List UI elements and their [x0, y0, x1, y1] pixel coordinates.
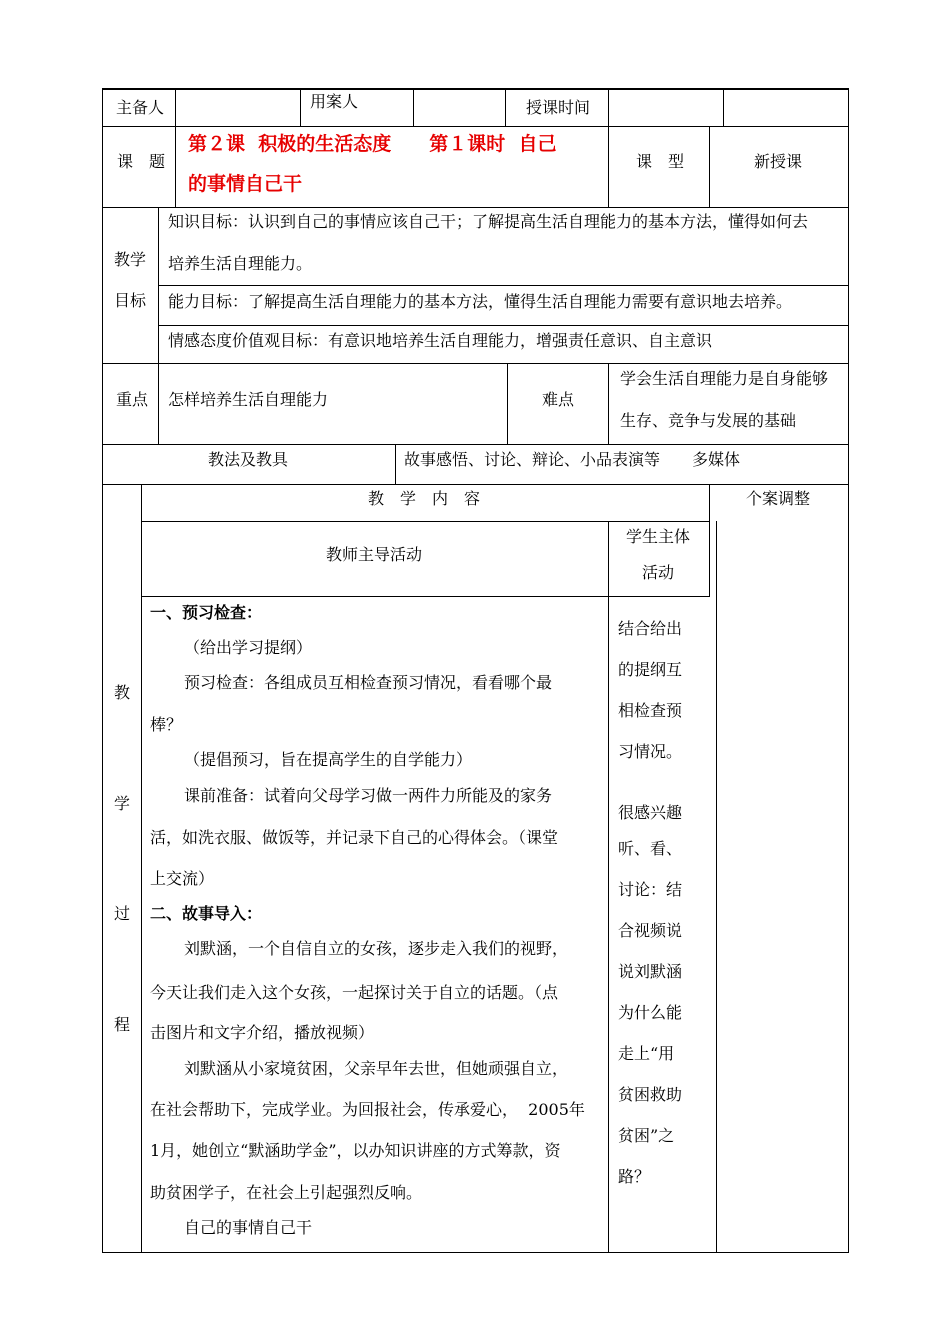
preparer-label: 主备人 — [116, 98, 165, 117]
col-divider — [300, 88, 301, 126]
user-label: 用案人 — [310, 92, 359, 111]
content-line: 助贫困学子，在社会上引起强烈反响。 — [150, 1183, 423, 1202]
content-line: 上交流） — [150, 869, 215, 888]
topic-title-line1: 第２课 积极的生活态度 第１课时 自己 — [188, 133, 557, 155]
row-divider — [158, 285, 849, 286]
section-heading: 二、故事导入： — [150, 904, 263, 923]
row-divider — [102, 126, 849, 127]
difficulty-value-line1: 学会生活自理能力是自身能够 — [620, 369, 829, 388]
col-divider — [141, 484, 142, 1253]
process-side-label-char: 程 — [114, 1015, 131, 1034]
process-side-label-char: 学 — [114, 794, 131, 813]
col-divider — [175, 88, 176, 126]
row-divider — [141, 596, 710, 597]
col-divider — [716, 521, 717, 1253]
row-divider — [102, 444, 849, 445]
student-line: 结合给出 — [618, 619, 683, 638]
content-line: （给出学习提纲） — [184, 638, 313, 657]
row-divider — [102, 363, 849, 364]
ability-objective: 能力目标：了解提高生活自理能力的基本方法，懂得生活自理能力需要有意识地去培养。 — [168, 292, 793, 311]
topic-label: 课 题 — [117, 152, 166, 171]
col-divider — [709, 126, 710, 207]
col-divider — [175, 126, 176, 207]
student-line: 贫困救助 — [618, 1085, 683, 1104]
student-line: 为什么能 — [618, 1003, 683, 1022]
row-divider — [158, 325, 849, 326]
col-divider — [505, 88, 506, 126]
content-line: （提倡预习，旨在提高学生的自学能力） — [184, 750, 473, 769]
content-line: 击图片和文字介绍，播放视频） — [150, 1023, 375, 1042]
content-line: 课前准备：试着向父母学习做一两件力所能及的家务 — [184, 786, 553, 805]
process-side-label-char: 过 — [114, 904, 131, 923]
student-line: 说刘默涵 — [618, 962, 683, 981]
table-border-bottom — [102, 1252, 849, 1253]
student-line: 听、看、 — [618, 839, 683, 858]
col-divider — [709, 484, 710, 597]
col-divider — [608, 88, 609, 126]
student-line: 合视频说 — [618, 921, 683, 940]
objectives-label-line2: 目标 — [114, 291, 147, 310]
topic-title-line2: 的事情自己干 — [188, 173, 303, 195]
emotion-objective: 情感态度价值观目标：有意识地培养生活自理能力，增强责任意识、自主意识 — [168, 331, 713, 350]
table-border-left — [102, 88, 103, 1253]
student-line: 习情况。 — [618, 742, 683, 761]
student-line: 很感兴趣 — [618, 803, 683, 822]
methods-label: 教法及教具 — [208, 450, 289, 469]
process-side-label-char: 教 — [114, 683, 131, 702]
student-activity-header-line1: 学生主体 — [626, 527, 691, 546]
table-border-right — [848, 88, 849, 1253]
methods-value: 故事感悟、讨论、辩论、小品表演等 多媒体 — [404, 450, 741, 469]
key-point-value: 怎样培养生活自理能力 — [168, 390, 329, 409]
time-value[interactable] — [613, 98, 718, 118]
content-line: 刘默涵，一个自信自立的女孩，逐步走入我们的视野， — [184, 939, 569, 958]
student-line: 贫困”之 — [618, 1126, 675, 1145]
col-divider — [608, 521, 609, 1253]
student-line: 路？ — [618, 1167, 651, 1186]
teacher-activity-header: 教师主导活动 — [326, 545, 423, 564]
row-divider — [102, 484, 849, 485]
student-line: 的提纲互 — [618, 660, 683, 679]
content-header: 教 学 内 容 — [368, 489, 481, 508]
lesson-type-label: 课 型 — [636, 152, 685, 171]
knowledge-objective-line2: 培养生活自理能力。 — [168, 254, 313, 273]
student-line: 相检查预 — [618, 701, 683, 720]
preparer-value[interactable] — [180, 98, 295, 118]
student-line: 讨论：结 — [618, 880, 683, 899]
content-line: 在社会帮助下，完成学业。为回报社会，传承爱心， 2005年 — [150, 1100, 585, 1119]
content-line: 今天让我们走入这个女孩，一起探讨关于自立的话题。（点 — [150, 983, 559, 1002]
student-line: 走上“用 — [618, 1044, 675, 1063]
col-divider — [608, 126, 609, 207]
section-heading: 一、预习检查： — [150, 603, 263, 622]
content-line: 活，如洗衣服、做饭等，并记录下自己的心得体会。（课堂 — [150, 828, 559, 847]
time-label: 授课时间 — [526, 98, 591, 117]
user-value[interactable] — [418, 98, 500, 118]
table-border-top — [102, 88, 849, 90]
content-line: 自己的事情自己干 — [184, 1218, 313, 1237]
content-line: 预习检查：各组成员互相检查预习情况，看看哪个最 — [184, 673, 553, 692]
col-divider — [395, 444, 396, 484]
content-line: 1月，她创立“默涵助学金”，以办知识讲座的方式筹款，资 — [150, 1141, 561, 1160]
content-line: 刘默涵从小家境贫困，父亲早年去世，但她顽强自立， — [184, 1059, 569, 1078]
col-divider — [507, 363, 508, 444]
adjust-header: 个案调整 — [746, 489, 811, 508]
key-point-label: 重点 — [116, 390, 149, 409]
extra-value[interactable] — [728, 98, 843, 118]
col-divider — [608, 363, 609, 444]
col-divider — [413, 88, 414, 126]
difficulty-value-line2: 生存、竞争与发展的基础 — [620, 411, 797, 430]
col-divider — [723, 88, 724, 126]
objectives-label-line1: 教学 — [114, 250, 147, 269]
row-divider — [141, 521, 710, 522]
content-line: 棒？ — [150, 715, 183, 734]
knowledge-objective-line1: 知识目标：认识到自己的事情应该自己干；了解提高生活自理能力的基本方法，懂得如何去 — [168, 212, 809, 231]
student-activity-header-line2: 活动 — [642, 563, 675, 582]
row-divider — [102, 207, 849, 208]
difficulty-label: 难点 — [542, 390, 575, 409]
lesson-type-value: 新授课 — [754, 152, 803, 171]
